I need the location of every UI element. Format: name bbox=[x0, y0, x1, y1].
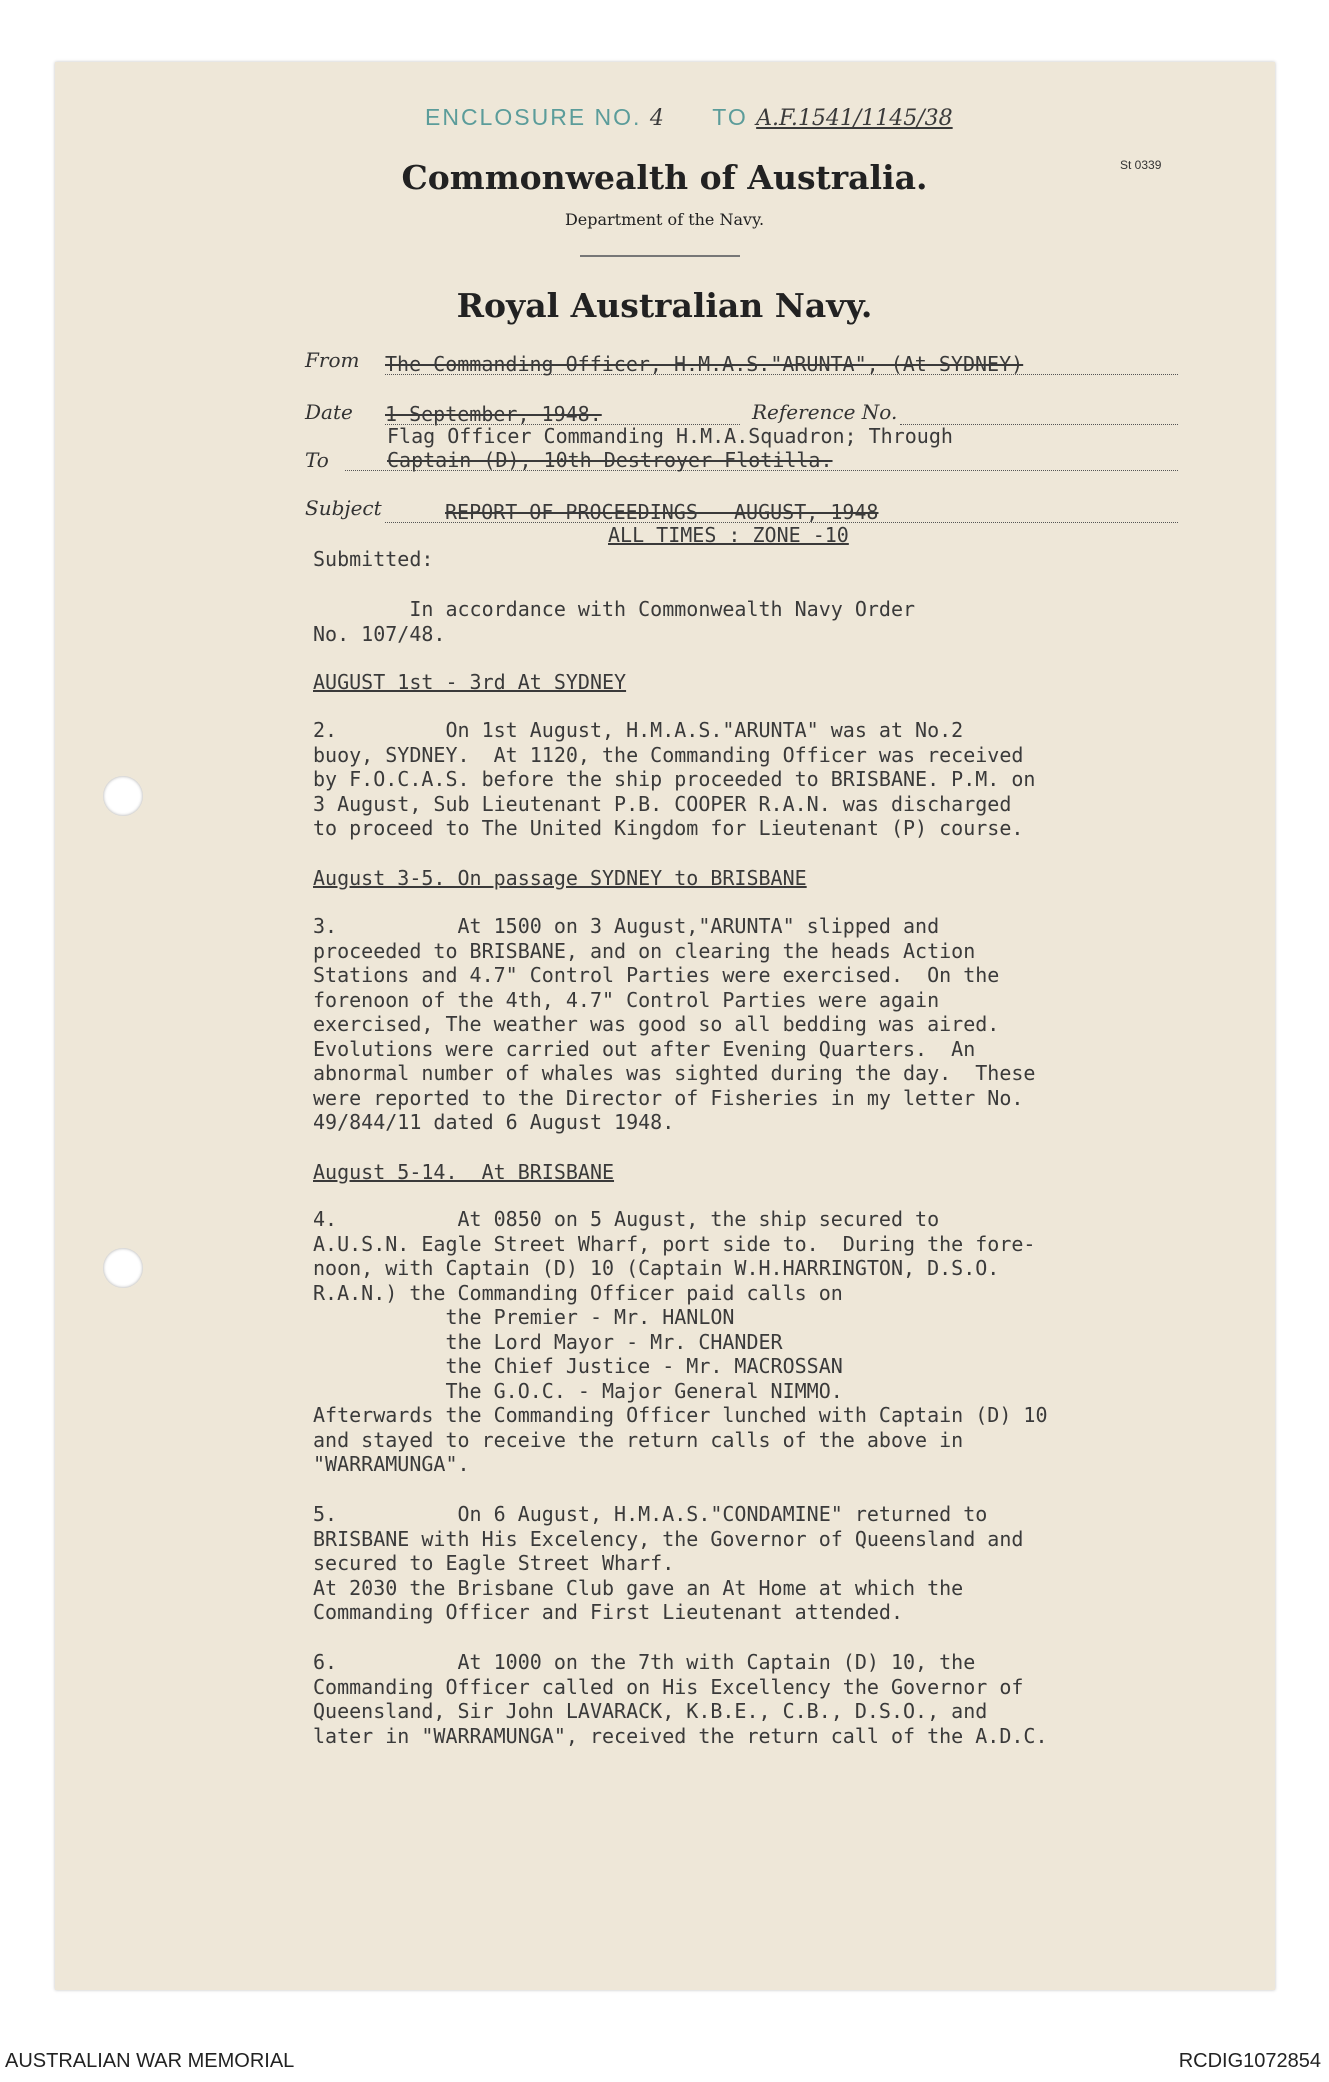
enclosure-to: TO bbox=[712, 104, 748, 130]
intro-paragraph: In accordance with Commonwealth Navy Order No. 107/48. bbox=[313, 597, 916, 646]
enclosure-number: 4 bbox=[649, 106, 664, 131]
subject-value: REPORT OF PROCEEDINGS - AUGUST, 1948 bbox=[445, 500, 879, 524]
enclosure-stamp bbox=[425, 104, 953, 131]
to-line bbox=[345, 448, 1178, 471]
department-subtitle: Department of the Navy. bbox=[564, 210, 765, 229]
submitted-line: Submitted: bbox=[313, 547, 434, 571]
section-heading: August 5-14. At BRISBANE bbox=[313, 1160, 615, 1184]
footer-archive-name: AUSTRALIAN WAR MEMORIAL bbox=[5, 2050, 295, 2072]
section-heading: AUGUST 1st - 3rd At SYDNEY bbox=[313, 670, 627, 694]
from-value: The Commanding Officer, H.M.A.S."ARUNTA", (At SYDNEY) bbox=[385, 352, 1024, 376]
from-line bbox=[385, 352, 1178, 375]
paragraph-4: 4. At 0850 on 5 August, the ship secured to A.U.S.N. Eagle Street Wharf, port side to. During the fore- noon, with Captain (D) 10 (Captain W.H.HARRINGTON, D.S.O. R.A.N.) the Commanding Officer paid calls on the Premier - Mr. HANLON the Lord Mayor - Mr. CHANDER the Chief Justice - Mr. MACROSSAN The G.O.C. - Major General NIMMO. Afterwards the Commanding Officer lunched with Captain (D) 10 and stayed to receive the return calls of the above in "WARRAMUNGA". bbox=[313, 1207, 1048, 1476]
paragraph-3: 3. At 1500 on 3 August,"ARUNTA" slipped and proceeded to BRISBANE, and on clearing the heads Action Stations and 4.7" Control Parties were exercised. On the forenoon of the 4th, 4.7" Control Parties were again exercised, The weather was good so all bedding was aired. Evolutions were carried out after Evening Quarters. An abnormal number of whales was sighted during the day. These were reported to the Director of Fisheries in my letter No. 49/844/11 dated 6 August 1948. bbox=[313, 914, 1036, 1134]
to-value-line1: Flag Officer Commanding H.M.A.Squadron; Through bbox=[387, 424, 953, 448]
page-title: Commonwealth of Australia. bbox=[401, 158, 928, 197]
enclosure-label: ENCLOSURE NO. bbox=[425, 104, 642, 130]
punch-hole bbox=[103, 1248, 143, 1288]
reference-label: Reference No. bbox=[752, 400, 898, 424]
service-heading: Royal Australian Navy. bbox=[456, 286, 873, 325]
paragraph-5: 5. On 6 August, H.M.A.S."CONDAMINE" returned to BRISBANE with His Excelency, the Governor of Queensland and secured to Eagle Street Wharf. At 2030 the Brisbane Club gave an At Home at which the Commanding Officer and First Lieutenant attended. bbox=[313, 1502, 1024, 1624]
date-line bbox=[385, 402, 740, 425]
punch-hole bbox=[103, 776, 143, 816]
date-label: Date bbox=[305, 400, 353, 424]
footer-record-id: RCDIG1072854 bbox=[1178, 2050, 1321, 2072]
paragraph-2: 2. On 1st August, H.M.A.S."ARUNTA" was at No.2 buoy, SYDNEY. At 1120, the Commanding Officer was received by F.O.C.A.S. before the ship proceeded to BRISBANE. P.M. on 3 August, Sub Lieutenant P.B. COOPER R.A.N. was discharged to proceed to The United Kingdom for Lieutenant (P) course. bbox=[313, 718, 1036, 840]
to-value-line2: Captain (D), 10th Destroyer Flotilla. bbox=[387, 448, 833, 472]
from-label: From bbox=[305, 348, 360, 372]
subject-zone: ALL TIMES : ZONE -10 bbox=[608, 523, 849, 547]
file-reference: A.F.1541/1145/38 bbox=[756, 106, 953, 131]
date-value: 1 September, 1948. bbox=[385, 402, 602, 426]
subject-label: Subject bbox=[305, 496, 382, 520]
subject-line bbox=[385, 500, 1178, 523]
reference-line bbox=[900, 402, 1178, 425]
to-label: To bbox=[305, 448, 329, 472]
paragraph-6: 6. At 1000 on the 7th with Captain (D) 10, the Commanding Officer called on His Excellency the Governor of Queensland, Sir John LAVARACK, K.B.E., C.B., D.S.O., and later in "WARRAMUNGA", received the return call of the A.D.C. bbox=[313, 1650, 1048, 1748]
divider bbox=[580, 255, 740, 257]
form-code: St 0339 bbox=[1120, 158, 1162, 172]
section-heading: August 3-5. On passage SYDNEY to BRISBANE bbox=[313, 866, 807, 890]
